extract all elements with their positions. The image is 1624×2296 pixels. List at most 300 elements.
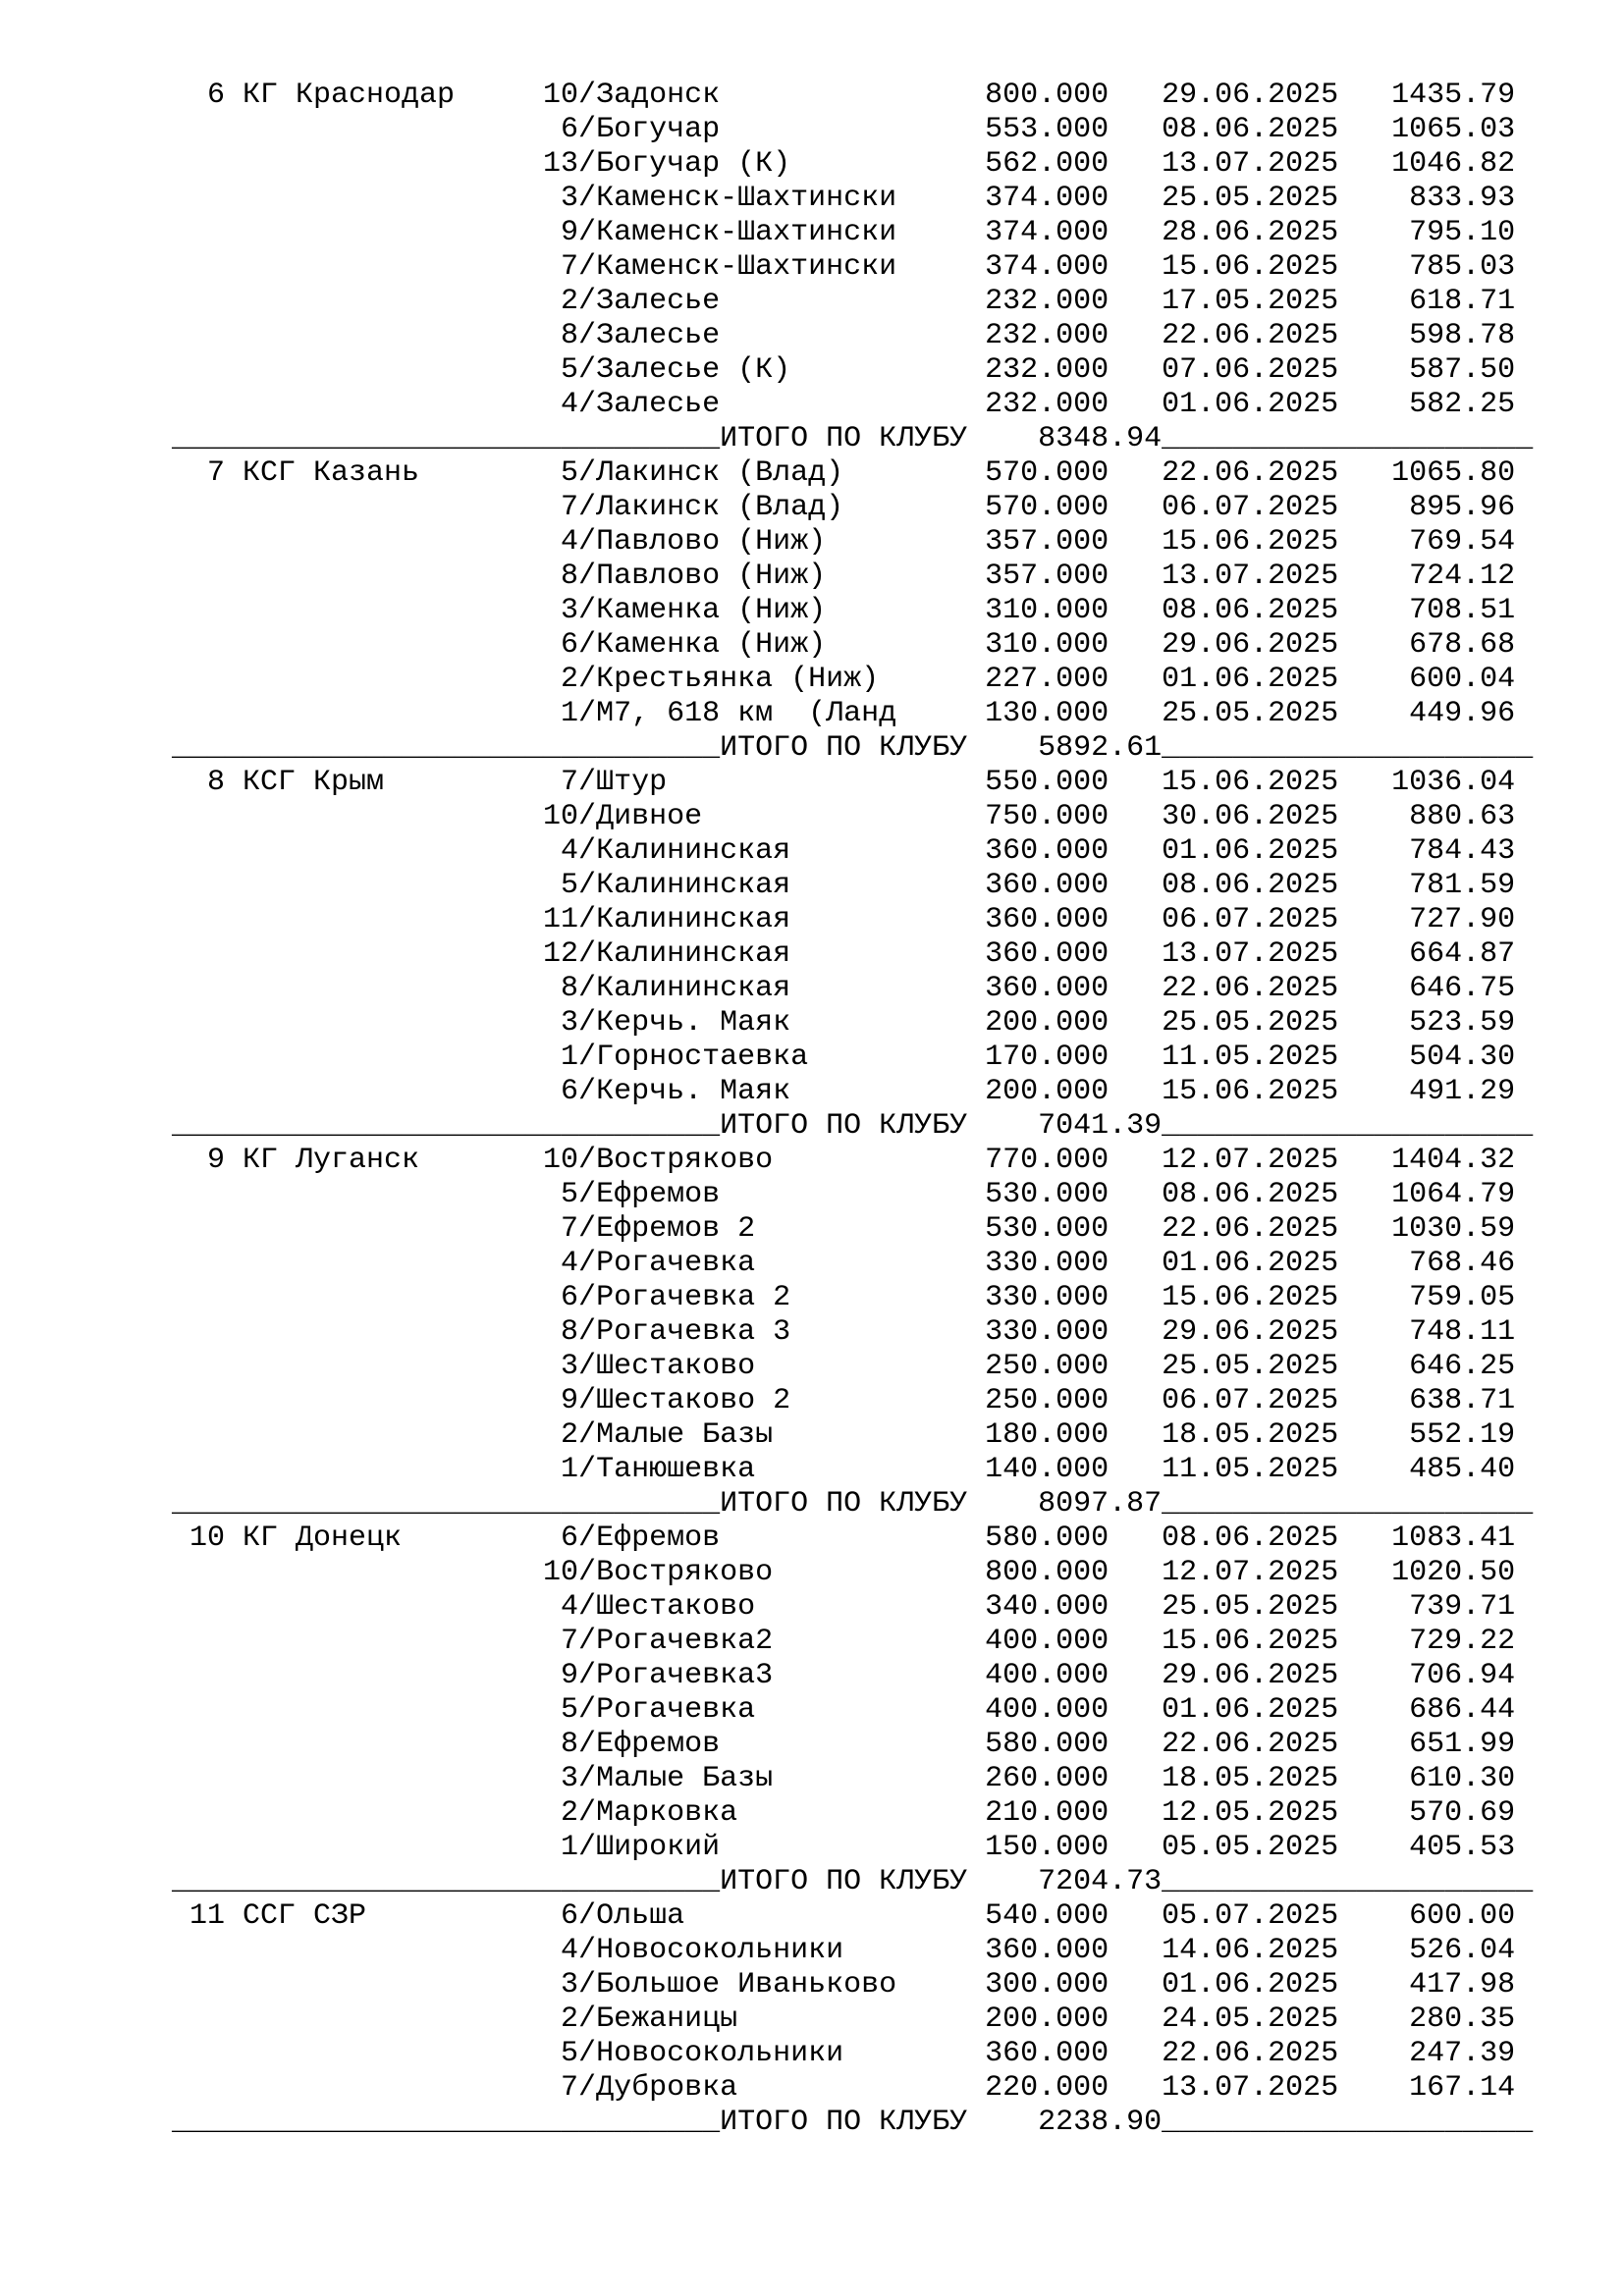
club-label bbox=[172, 319, 543, 353]
race-points: 638.71 bbox=[1409, 1384, 1516, 1417]
club-label bbox=[172, 1968, 543, 2002]
race-name: Рогачевка2 bbox=[596, 1625, 774, 1658]
club-name: КГ Донецк bbox=[243, 1522, 403, 1555]
race-number: 9 bbox=[561, 216, 579, 249]
race-separator: / bbox=[578, 2071, 597, 2105]
race-date: 08.06.2025 bbox=[1162, 1522, 1339, 1555]
race-points: 769.54 bbox=[1409, 525, 1516, 559]
race-separator: / bbox=[578, 903, 597, 936]
club-label bbox=[172, 766, 543, 800]
race-points: 664.87 bbox=[1409, 937, 1516, 971]
club-total-value: 8097.87 bbox=[1038, 1487, 1163, 1521]
race-points: 600.04 bbox=[1409, 663, 1516, 696]
race-points: 598.78 bbox=[1409, 319, 1516, 352]
race-distance: 330.000 bbox=[985, 1315, 1110, 1349]
club-label bbox=[172, 1247, 543, 1281]
race-separator: / bbox=[578, 2002, 597, 2036]
table-row bbox=[172, 1728, 1533, 1762]
club-label bbox=[172, 2071, 543, 2106]
race-points: 526.04 bbox=[1409, 1934, 1516, 1967]
table-row bbox=[172, 1934, 1533, 1968]
club-total-value: 7041.39 bbox=[1038, 1109, 1163, 1143]
race-name: Ефремов bbox=[596, 1178, 721, 1211]
race-points: 795.10 bbox=[1409, 216, 1516, 249]
club-name bbox=[225, 1247, 243, 1280]
race-distance: 357.000 bbox=[985, 560, 1110, 593]
race-distance: 232.000 bbox=[985, 353, 1110, 387]
race-distance: 800.000 bbox=[985, 1556, 1110, 1589]
separator-line: _____________________ bbox=[1162, 422, 1534, 455]
table-row bbox=[172, 697, 1533, 731]
race-distance: 357.000 bbox=[985, 525, 1110, 559]
table-row bbox=[172, 2002, 1533, 2037]
club-label bbox=[172, 2002, 543, 2037]
table-row bbox=[172, 250, 1533, 285]
table-row bbox=[172, 1693, 1533, 1728]
club-label bbox=[172, 1556, 543, 1590]
race-separator: / bbox=[578, 1384, 597, 1417]
race-name: Богучар bbox=[596, 113, 721, 146]
race-distance: 200.000 bbox=[985, 1075, 1110, 1108]
club-name bbox=[225, 903, 243, 936]
race-number: 3 bbox=[561, 1006, 579, 1040]
race-distance: 770.000 bbox=[985, 1144, 1110, 1177]
table-row bbox=[172, 1522, 1533, 1556]
race-distance: 260.000 bbox=[985, 1762, 1110, 1795]
race-name: Новосокольники bbox=[596, 1934, 844, 1967]
club-rows bbox=[172, 79, 1533, 422]
club-name bbox=[225, 113, 243, 146]
race-number: 9 bbox=[561, 1384, 579, 1417]
race-distance: 800.000 bbox=[985, 79, 1110, 112]
race-name: Керчь. Маяк bbox=[596, 1006, 791, 1040]
club-number: 10 bbox=[189, 1522, 225, 1555]
club-total-row bbox=[172, 1109, 1533, 1144]
race-date: 18.05.2025 bbox=[1162, 1762, 1339, 1795]
club-total-value: 7204.73 bbox=[1038, 1865, 1163, 1898]
club-label bbox=[172, 216, 543, 250]
club-label bbox=[172, 697, 543, 731]
race-date: 22.06.2025 bbox=[1162, 972, 1339, 1005]
race-number: 7 bbox=[561, 250, 579, 284]
table-row bbox=[172, 1968, 1533, 2002]
race-number: 8 bbox=[561, 319, 579, 352]
club-total-row bbox=[172, 422, 1533, 456]
race-name: Рогачевка bbox=[596, 1247, 756, 1280]
club-label bbox=[172, 1522, 543, 1556]
race-date: 01.06.2025 bbox=[1162, 388, 1339, 421]
race-date: 08.06.2025 bbox=[1162, 594, 1339, 627]
race-date: 29.06.2025 bbox=[1162, 628, 1339, 662]
race-points: 708.51 bbox=[1409, 594, 1516, 627]
table-row bbox=[172, 560, 1533, 594]
race-separator: / bbox=[578, 1556, 597, 1589]
race-date: 06.07.2025 bbox=[1162, 1384, 1339, 1417]
race-number: 6 bbox=[561, 628, 579, 662]
race-points: 1404.32 bbox=[1391, 1144, 1516, 1177]
race-points: 280.35 bbox=[1409, 2002, 1516, 2036]
table-row bbox=[172, 766, 1533, 800]
race-points: 781.59 bbox=[1409, 869, 1516, 902]
race-date: 28.06.2025 bbox=[1162, 216, 1339, 249]
club-label bbox=[172, 628, 543, 663]
race-name: Ефремов bbox=[596, 1728, 721, 1761]
club-name bbox=[225, 1212, 243, 1246]
race-points: 678.68 bbox=[1409, 628, 1516, 662]
race-date: 15.06.2025 bbox=[1162, 1625, 1339, 1658]
race-name: Горностаевка bbox=[596, 1041, 809, 1074]
race-points: 784.43 bbox=[1409, 834, 1516, 868]
club-name bbox=[225, 2071, 243, 2105]
race-points: 759.05 bbox=[1409, 1281, 1516, 1314]
race-separator: / bbox=[578, 388, 597, 421]
race-name: Ефремов 2 bbox=[596, 1212, 756, 1246]
race-number: 4 bbox=[561, 1934, 579, 1967]
race-name: Калининская bbox=[596, 972, 791, 1005]
club-name bbox=[225, 1728, 243, 1761]
race-points: 1064.79 bbox=[1391, 1178, 1516, 1211]
club-label bbox=[172, 1796, 543, 1831]
club-name bbox=[225, 1762, 243, 1795]
race-number: 2 bbox=[561, 2002, 579, 2036]
club-label bbox=[172, 1625, 543, 1659]
club-name bbox=[225, 594, 243, 627]
club-label bbox=[172, 491, 543, 525]
race-distance: 232.000 bbox=[985, 285, 1110, 318]
club-number: 11 bbox=[189, 1899, 225, 1933]
race-distance: 374.000 bbox=[985, 250, 1110, 284]
race-distance: 750.000 bbox=[985, 800, 1110, 833]
club-label bbox=[172, 1899, 543, 1934]
race-name: Штур bbox=[596, 766, 668, 799]
race-name: Каменка (Ниж) bbox=[596, 594, 827, 627]
race-separator: / bbox=[578, 147, 597, 181]
club-label bbox=[172, 903, 543, 937]
race-points: 417.98 bbox=[1409, 1968, 1516, 2002]
race-date: 15.06.2025 bbox=[1162, 250, 1339, 284]
race-distance: 250.000 bbox=[985, 1350, 1110, 1383]
race-points: 491.29 bbox=[1409, 1075, 1516, 1108]
table-row bbox=[172, 1556, 1533, 1590]
race-distance: 330.000 bbox=[985, 1247, 1110, 1280]
race-distance: 400.000 bbox=[985, 1659, 1110, 1692]
club-name bbox=[225, 869, 243, 902]
table-row bbox=[172, 663, 1533, 697]
race-distance: 374.000 bbox=[985, 182, 1110, 215]
club-name bbox=[225, 972, 243, 1005]
club-label bbox=[172, 2037, 543, 2071]
race-date: 25.05.2025 bbox=[1162, 1590, 1339, 1624]
club-name bbox=[225, 1418, 243, 1452]
club-label bbox=[172, 1144, 543, 1178]
race-points: 785.03 bbox=[1409, 250, 1516, 284]
race-date: 14.06.2025 bbox=[1162, 1934, 1339, 1967]
club-name: КСГ Крым bbox=[243, 766, 385, 799]
race-date: 12.07.2025 bbox=[1162, 1556, 1339, 1589]
race-distance: 580.000 bbox=[985, 1522, 1110, 1555]
race-name: Богучар (К) bbox=[596, 147, 791, 181]
race-separator: / bbox=[578, 697, 597, 730]
race-number: 2 bbox=[561, 1418, 579, 1452]
race-number: 9 bbox=[561, 1659, 579, 1692]
race-date: 25.05.2025 bbox=[1162, 697, 1339, 730]
club-section bbox=[172, 766, 1533, 1144]
club-name: КГ Луганск bbox=[243, 1144, 420, 1177]
race-date: 05.05.2025 bbox=[1162, 1831, 1339, 1864]
race-separator: / bbox=[578, 1281, 597, 1314]
race-separator: / bbox=[578, 800, 597, 833]
race-date: 25.05.2025 bbox=[1162, 1006, 1339, 1040]
race-distance: 530.000 bbox=[985, 1178, 1110, 1211]
separator-line: _______________________________ bbox=[172, 2106, 721, 2139]
race-name: Рогачевка 3 bbox=[596, 1315, 791, 1349]
club-name bbox=[225, 1659, 243, 1692]
race-number: 1 bbox=[561, 1041, 579, 1074]
race-date: 01.06.2025 bbox=[1162, 834, 1339, 868]
table-row bbox=[172, 1144, 1533, 1178]
table-row bbox=[172, 525, 1533, 560]
race-number: 2 bbox=[561, 285, 579, 318]
race-name: Ефремов bbox=[596, 1522, 721, 1555]
club-rows bbox=[172, 766, 1533, 1109]
separator-line: _______________________________ bbox=[172, 731, 721, 765]
race-name: Востряково bbox=[596, 1144, 774, 1177]
race-points: 405.53 bbox=[1409, 1831, 1516, 1864]
race-separator: / bbox=[578, 1659, 597, 1692]
club-label bbox=[172, 1762, 543, 1796]
race-distance: 570.000 bbox=[985, 491, 1110, 524]
table-row bbox=[172, 1796, 1533, 1831]
club-label bbox=[172, 1418, 543, 1453]
club-label bbox=[172, 800, 543, 834]
club-total-label: ИТОГО ПО КЛУБУ bbox=[720, 2106, 968, 2139]
race-points: 1435.79 bbox=[1391, 79, 1516, 112]
race-separator: / bbox=[578, 834, 597, 868]
table-row bbox=[172, 182, 1533, 216]
race-points: 1020.50 bbox=[1391, 1556, 1516, 1589]
race-separator: / bbox=[578, 285, 597, 318]
club-name bbox=[225, 1453, 243, 1486]
race-number: 7 bbox=[561, 1212, 579, 1246]
race-number: 4 bbox=[561, 1590, 579, 1624]
race-number: 12 bbox=[543, 937, 579, 971]
race-number: 8 bbox=[561, 972, 579, 1005]
club-name bbox=[225, 319, 243, 352]
race-date: 22.06.2025 bbox=[1162, 319, 1339, 352]
club-label bbox=[172, 1075, 543, 1109]
club-total-value: 8348.94 bbox=[1038, 422, 1163, 455]
race-separator: / bbox=[578, 1693, 597, 1727]
separator-line: _______________________________ bbox=[172, 1865, 721, 1898]
race-name: Рогачевка bbox=[596, 1693, 756, 1727]
race-points: 610.30 bbox=[1409, 1762, 1516, 1795]
table-row bbox=[172, 1212, 1533, 1247]
club-name bbox=[225, 285, 243, 318]
race-separator: / bbox=[578, 1041, 597, 1074]
club-label bbox=[172, 1212, 543, 1247]
table-row bbox=[172, 1418, 1533, 1453]
club-name bbox=[225, 216, 243, 249]
table-row bbox=[172, 113, 1533, 147]
table-row bbox=[172, 1453, 1533, 1487]
race-distance: 360.000 bbox=[985, 2037, 1110, 2070]
race-name: Большое Иваньково bbox=[596, 1968, 897, 2002]
table-row bbox=[172, 216, 1533, 250]
race-distance: 360.000 bbox=[985, 869, 1110, 902]
club-name bbox=[225, 1556, 243, 1589]
race-separator: / bbox=[578, 1728, 597, 1761]
race-name: Задонск bbox=[596, 79, 721, 112]
race-date: 08.06.2025 bbox=[1162, 1178, 1339, 1211]
race-date: 22.06.2025 bbox=[1162, 1212, 1339, 1246]
club-name bbox=[225, 1041, 243, 1074]
race-distance: 200.000 bbox=[985, 2002, 1110, 2036]
race-points: 618.71 bbox=[1409, 285, 1516, 318]
club-label bbox=[172, 869, 543, 903]
race-points: 570.69 bbox=[1409, 1796, 1516, 1830]
race-name: Крестьянка (Ниж) bbox=[596, 663, 880, 696]
race-name: Лакинск (Влад) bbox=[596, 456, 844, 490]
table-row bbox=[172, 1041, 1533, 1075]
club-label bbox=[172, 1384, 543, 1418]
race-points: 582.25 bbox=[1409, 388, 1516, 421]
race-points: 1036.04 bbox=[1391, 766, 1516, 799]
club-rows bbox=[172, 456, 1533, 731]
race-separator: / bbox=[578, 491, 597, 524]
table-row bbox=[172, 353, 1533, 388]
race-number: 13 bbox=[543, 147, 579, 181]
race-number: 7 bbox=[561, 766, 579, 799]
race-distance: 250.000 bbox=[985, 1384, 1110, 1417]
race-separator: / bbox=[578, 1178, 597, 1211]
race-name: Шестаково bbox=[596, 1350, 756, 1383]
table-row bbox=[172, 628, 1533, 663]
race-name: Павлово (Ниж) bbox=[596, 525, 827, 559]
race-separator: / bbox=[578, 1315, 597, 1349]
race-number: 2 bbox=[561, 663, 579, 696]
race-distance: 570.000 bbox=[985, 456, 1110, 490]
race-distance: 210.000 bbox=[985, 1796, 1110, 1830]
club-name bbox=[225, 663, 243, 696]
club-rows bbox=[172, 1899, 1533, 2106]
race-points: 724.12 bbox=[1409, 560, 1516, 593]
separator-line: _______________________________ bbox=[172, 422, 721, 455]
race-name: Дубровка bbox=[596, 2071, 738, 2105]
race-name: Калининская bbox=[596, 869, 791, 902]
race-points: 523.59 bbox=[1409, 1006, 1516, 1040]
race-date: 22.06.2025 bbox=[1162, 2037, 1339, 2070]
race-separator: / bbox=[578, 1934, 597, 1967]
race-date: 30.06.2025 bbox=[1162, 800, 1339, 833]
table-row bbox=[172, 1247, 1533, 1281]
race-separator: / bbox=[578, 560, 597, 593]
race-distance: 232.000 bbox=[985, 388, 1110, 421]
race-name: Лакинск (Влад) bbox=[596, 491, 844, 524]
table-row bbox=[172, 388, 1533, 422]
race-distance: 220.000 bbox=[985, 2071, 1110, 2105]
table-row bbox=[172, 1384, 1533, 1418]
race-separator: / bbox=[578, 1762, 597, 1795]
club-name bbox=[225, 1075, 243, 1108]
race-separator: / bbox=[578, 594, 597, 627]
race-date: 01.06.2025 bbox=[1162, 1693, 1339, 1727]
race-points: 1030.59 bbox=[1391, 1212, 1516, 1246]
table-row bbox=[172, 972, 1533, 1006]
race-number: 4 bbox=[561, 834, 579, 868]
club-total-label: ИТОГО ПО КЛУБУ bbox=[720, 1487, 968, 1521]
table-row bbox=[172, 869, 1533, 903]
race-points: 1046.82 bbox=[1391, 147, 1516, 181]
race-number: 4 bbox=[561, 388, 579, 421]
race-distance: 360.000 bbox=[985, 972, 1110, 1005]
race-number: 5 bbox=[561, 1178, 579, 1211]
race-date: 15.06.2025 bbox=[1162, 766, 1339, 799]
club-total-value: 2238.90 bbox=[1038, 2106, 1163, 2139]
table-row bbox=[172, 1315, 1533, 1350]
race-distance: 530.000 bbox=[985, 1212, 1110, 1246]
race-separator: / bbox=[578, 1831, 597, 1864]
race-separator: / bbox=[578, 2037, 597, 2070]
race-points: 833.93 bbox=[1409, 182, 1516, 215]
race-points: 895.96 bbox=[1409, 491, 1516, 524]
race-date: 08.06.2025 bbox=[1162, 869, 1339, 902]
race-separator: / bbox=[578, 937, 597, 971]
club-number: 7 bbox=[206, 456, 225, 490]
race-distance: 200.000 bbox=[985, 1006, 1110, 1040]
race-points: 1065.80 bbox=[1391, 456, 1516, 490]
club-rows bbox=[172, 1144, 1533, 1487]
race-number: 6 bbox=[561, 113, 579, 146]
club-label bbox=[172, 937, 543, 972]
club-number: 6 bbox=[206, 79, 225, 112]
race-number: 10 bbox=[543, 800, 579, 833]
race-name: Бежаницы bbox=[596, 2002, 738, 2036]
club-section bbox=[172, 1522, 1533, 1899]
table-row bbox=[172, 800, 1533, 834]
race-number: 8 bbox=[561, 1728, 579, 1761]
race-distance: 400.000 bbox=[985, 1693, 1110, 1727]
club-name: КСГ Казань bbox=[243, 456, 420, 490]
race-distance: 130.000 bbox=[985, 697, 1110, 730]
race-number: 7 bbox=[561, 1625, 579, 1658]
club-total-value: 5892.61 bbox=[1038, 731, 1163, 765]
club-name bbox=[225, 1315, 243, 1349]
race-name: Каменск-Шахтински bbox=[596, 216, 897, 249]
race-distance: 340.000 bbox=[985, 1590, 1110, 1624]
race-number: 3 bbox=[561, 182, 579, 215]
race-points: 167.14 bbox=[1409, 2071, 1516, 2105]
race-separator: / bbox=[578, 1453, 597, 1486]
club-name bbox=[225, 1281, 243, 1314]
race-number: 4 bbox=[561, 1247, 579, 1280]
race-number: 3 bbox=[561, 1762, 579, 1795]
club-label bbox=[172, 525, 543, 560]
race-separator: / bbox=[578, 113, 597, 146]
race-number: 1 bbox=[561, 1831, 579, 1864]
table-row bbox=[172, 1762, 1533, 1796]
club-name bbox=[225, 1178, 243, 1211]
club-number: 9 bbox=[206, 1144, 225, 1177]
race-distance: 180.000 bbox=[985, 1418, 1110, 1452]
table-row bbox=[172, 79, 1533, 113]
club-label bbox=[172, 1453, 543, 1487]
table-row bbox=[172, 147, 1533, 182]
club-total-label: ИТОГО ПО КЛУБУ bbox=[720, 1109, 968, 1143]
race-distance: 140.000 bbox=[985, 1453, 1110, 1486]
club-total-row bbox=[172, 2106, 1533, 2140]
race-date: 25.05.2025 bbox=[1162, 182, 1339, 215]
race-name: Широкий bbox=[596, 1831, 721, 1864]
